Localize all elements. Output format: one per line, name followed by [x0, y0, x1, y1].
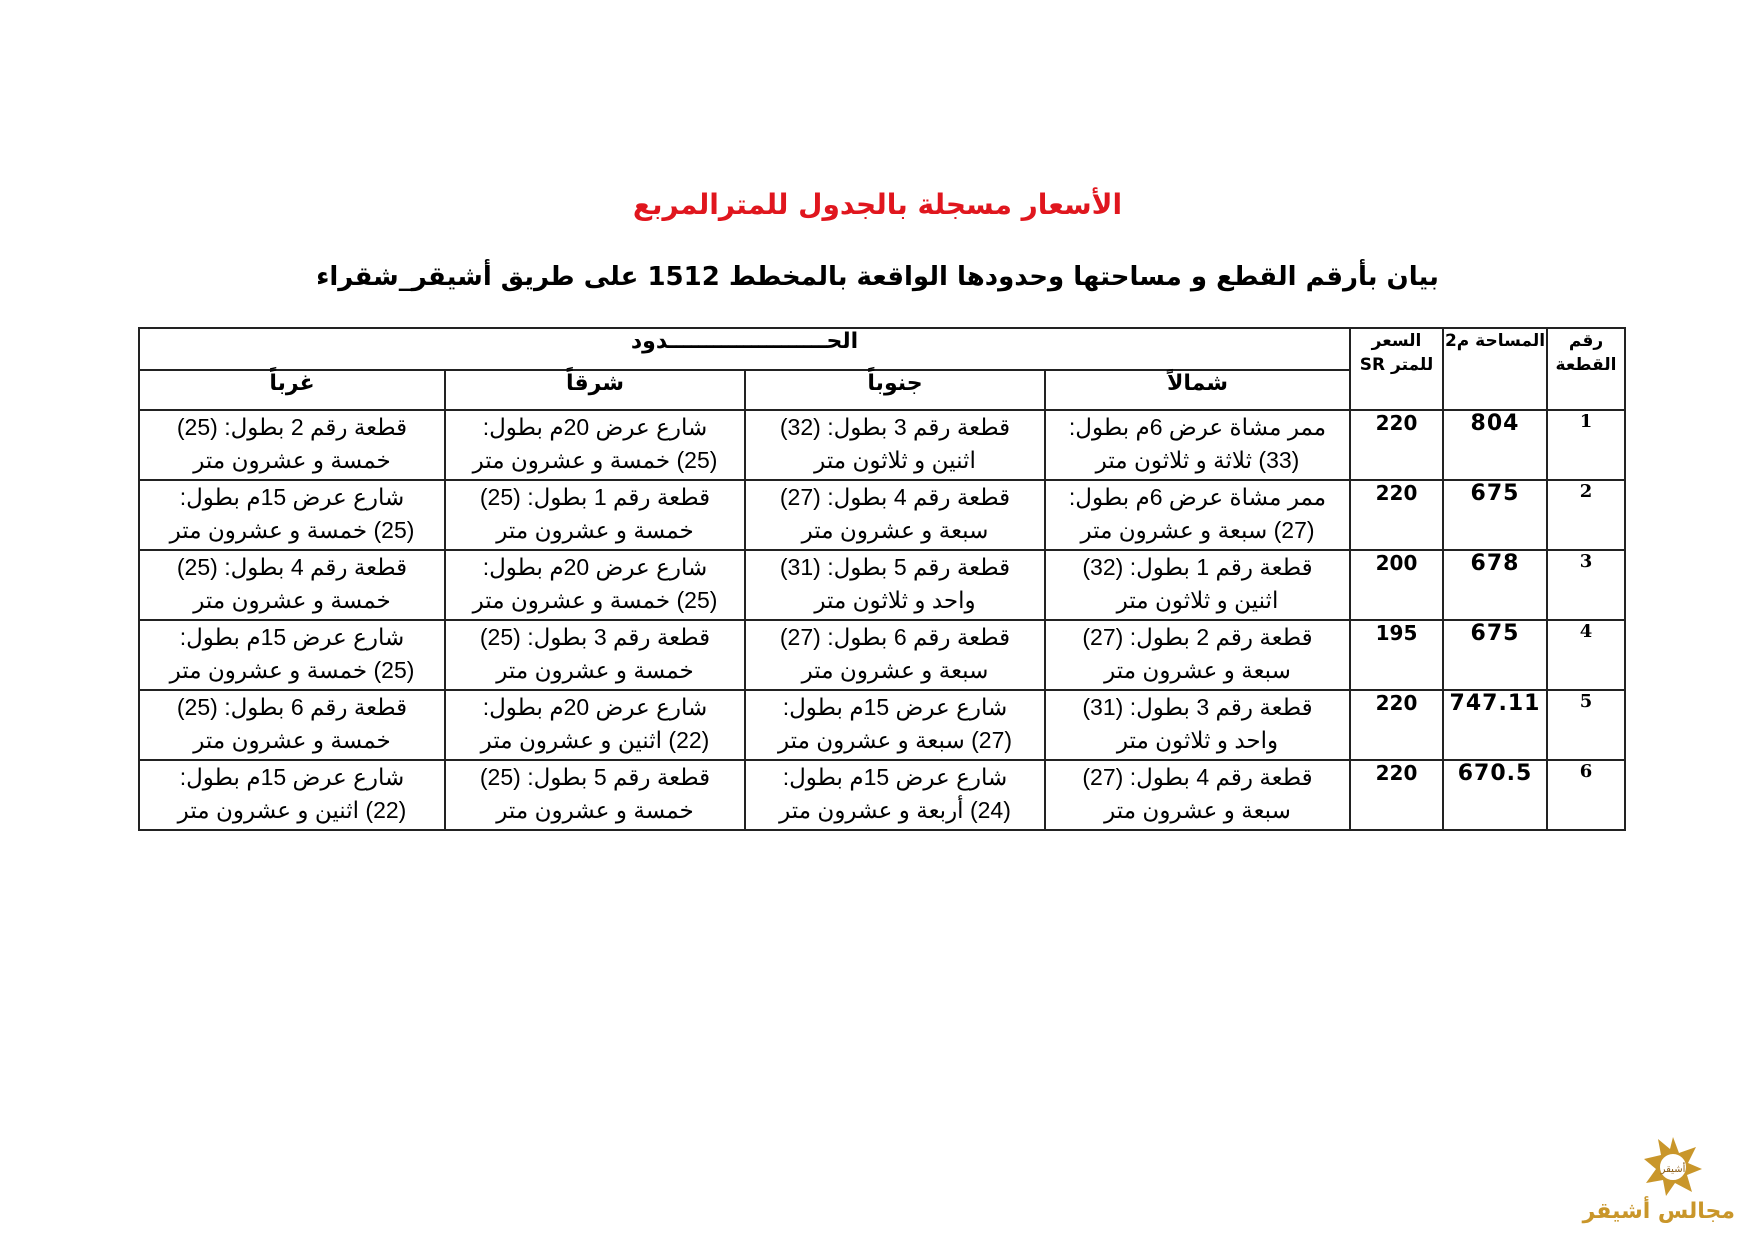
- boundary-east-line: خمسة و عشرون متر: [496, 657, 694, 683]
- plot-number-cell: 2: [1547, 480, 1625, 550]
- boundary-north-cell: [1045, 760, 1350, 830]
- boundary-north-cell: [1045, 410, 1350, 480]
- boundary-south-line: قطعة رقم 4 بطول: (27): [779, 484, 1011, 510]
- table-row: [139, 690, 1625, 760]
- header-north: شمالاً: [1045, 370, 1350, 410]
- area-cell: 804: [1443, 410, 1547, 480]
- boundary-west-line: شارع عرض 15م بطول:: [179, 484, 405, 510]
- boundary-west-line: شارع عرض 15م بطول:: [179, 624, 405, 650]
- boundary-south-line: سبعة و عشرون متر: [801, 657, 989, 683]
- plot-number-cell: 5: [1547, 690, 1625, 760]
- boundary-south-line: قطعة رقم 5 بطول: (31): [779, 554, 1011, 580]
- area-cell: 678: [1443, 550, 1547, 620]
- boundary-west-cell: [139, 550, 445, 620]
- boundary-south-line: (27) سبعة و عشرون متر: [777, 727, 1013, 753]
- boundary-west-line: قطعة رقم 4 بطول: (25): [176, 554, 408, 580]
- boundary-south-cell: [745, 480, 1045, 550]
- logo-text: مجالس أشيقر: [1582, 1199, 1735, 1224]
- boundary-north-line: قطعة رقم 2 بطول: (27): [1082, 624, 1313, 650]
- boundary-south-line: اثنين و ثلاثون متر: [814, 447, 976, 473]
- boundary-south-line: شارع عرض 15م بطول:: [782, 694, 1008, 720]
- boundary-south-line: قطعة رقم 3 بطول: (32): [779, 414, 1011, 440]
- boundary-south-line: سبعة و عشرون متر: [801, 517, 989, 543]
- header-price: السعر للمتر SR: [1350, 328, 1443, 410]
- boundary-west-line: (25) خمسة و عشرون متر: [169, 517, 415, 543]
- table-row: [139, 550, 1625, 620]
- boundary-north-line: قطعة رقم 1 بطول: (32): [1082, 554, 1313, 580]
- boundary-west-cell: [139, 620, 445, 690]
- header-row: [139, 328, 1625, 370]
- boundary-east-line: (25) خمسة و عشرون متر: [472, 447, 718, 473]
- boundary-east-cell: [445, 410, 745, 480]
- boundary-west-line: (22) اثنين و عشرون متر: [177, 797, 407, 823]
- price-cell: 220: [1350, 480, 1443, 550]
- boundary-north-line: ممر مشاة عرض 6م بطول:: [1068, 484, 1327, 510]
- area-cell: 747.11: [1443, 690, 1547, 760]
- boundary-west-line: خمسة و عشرون متر: [193, 587, 391, 613]
- boundary-north-line: قطعة رقم 4 بطول: (27): [1082, 764, 1313, 790]
- boundary-east-line: (25) خمسة و عشرون متر: [472, 587, 718, 613]
- plots-table: [138, 327, 1626, 831]
- boundary-north-line: واحد و ثلاثون متر: [1116, 727, 1279, 753]
- boundary-east-line: شارع عرض 20م بطول:: [482, 694, 708, 720]
- price-cell: 220: [1350, 690, 1443, 760]
- boundary-north-line: ممر مشاة عرض 6م بطول:: [1068, 414, 1327, 440]
- header-west: غرباً: [139, 370, 445, 410]
- boundary-east-line: قطعة رقم 5 بطول: (25): [479, 764, 711, 790]
- area-cell: 670.5: [1443, 760, 1547, 830]
- boundary-north-line: (33) ثلاثة و ثلاثون متر: [1095, 447, 1300, 473]
- area-cell: 675: [1443, 480, 1547, 550]
- table-row: [139, 620, 1625, 690]
- header-south: جنوباً: [745, 370, 1045, 410]
- boundary-south-cell: [745, 410, 1045, 480]
- price-cell: 220: [1350, 760, 1443, 830]
- boundary-north-line: اثنين و ثلاثون متر: [1116, 587, 1279, 613]
- boundary-east-cell: [445, 690, 745, 760]
- boundary-west-cell: [139, 480, 445, 550]
- header-east: شرقاً: [445, 370, 745, 410]
- table-row: [139, 760, 1625, 830]
- boundary-north-line: سبعة و عشرون متر: [1104, 657, 1291, 683]
- boundary-north-cell: [1045, 550, 1350, 620]
- document-title: الأسعار مسجلة بالجدول للمترالمربع: [632, 188, 1123, 221]
- boundary-south-line: (24) أربعة و عشرون متر: [779, 797, 1011, 823]
- boundary-east-cell: [445, 550, 745, 620]
- boundary-east-line: خمسة و عشرون متر: [496, 517, 694, 543]
- boundary-west-line: شارع عرض 15م بطول:: [179, 764, 405, 790]
- boundary-north-cell: [1045, 690, 1350, 760]
- document-subtitle: بيان بأرقم القطع و مساحتها وحدودها الواقعة بالمخطط 1512 على طريق أشيقر_شقراء: [316, 262, 1439, 292]
- boundary-north-line: سبعة و عشرون متر: [1104, 797, 1291, 823]
- logo-emblem-text: أشيقر: [1660, 1164, 1685, 1175]
- boundary-south-cell: [745, 690, 1045, 760]
- boundary-east-cell: [445, 620, 745, 690]
- plot-number-cell: 3: [1547, 550, 1625, 620]
- boundary-east-line: قطعة رقم 1 بطول: (25): [479, 484, 711, 510]
- boundary-west-cell: [139, 760, 445, 830]
- boundary-west-line: (25) خمسة و عشرون متر: [169, 657, 415, 683]
- boundary-south-line: شارع عرض 15م بطول:: [782, 764, 1008, 790]
- majalis-ushaiqer-logo: [1582, 1135, 1735, 1230]
- boundary-east-line: شارع عرض 20م بطول:: [482, 414, 708, 440]
- boundary-east-line: خمسة و عشرون متر: [496, 797, 694, 823]
- plot-number-cell: 4: [1547, 620, 1625, 690]
- boundary-east-cell: [445, 760, 745, 830]
- boundary-south-line: واحد و ثلاثون متر: [814, 587, 976, 613]
- boundary-south-cell: [745, 620, 1045, 690]
- boundary-west-line: قطعة رقم 2 بطول: (25): [176, 414, 408, 440]
- boundary-east-line: شارع عرض 20م بطول:: [482, 554, 708, 580]
- header-plot-no: رقم القطعة: [1547, 328, 1625, 410]
- price-cell: 195: [1350, 620, 1443, 690]
- star-emblem-icon: [1642, 1135, 1704, 1197]
- boundary-south-cell: [745, 550, 1045, 620]
- price-cell: 200: [1350, 550, 1443, 620]
- boundary-east-line: قطعة رقم 3 بطول: (25): [479, 624, 711, 650]
- boundary-west-line: خمسة و عشرون متر: [193, 447, 391, 473]
- boundary-north-line: (27) سبعة و عشرون متر: [1080, 517, 1315, 543]
- boundary-west-line: قطعة رقم 6 بطول: (25): [176, 694, 408, 720]
- boundary-south-line: قطعة رقم 6 بطول: (27): [779, 624, 1011, 650]
- boundary-north-line: قطعة رقم 3 بطول: (31): [1082, 694, 1313, 720]
- boundary-east-cell: [445, 480, 745, 550]
- plot-number-cell: 6: [1547, 760, 1625, 830]
- plot-number-cell: 1: [1547, 410, 1625, 480]
- header-area: المساحة م2: [1443, 328, 1547, 410]
- table-row: [139, 480, 1625, 550]
- boundary-north-cell: [1045, 620, 1350, 690]
- price-cell: 220: [1350, 410, 1443, 480]
- boundary-west-line: خمسة و عشرون متر: [193, 727, 391, 753]
- area-cell: 675: [1443, 620, 1547, 690]
- boundary-east-line: (22) اثنين و عشرون متر: [480, 727, 710, 753]
- table-row: [139, 410, 1625, 480]
- boundary-north-cell: [1045, 480, 1350, 550]
- header-boundaries: الحـــــــــــــــــــــدود: [139, 328, 1350, 370]
- boundary-south-cell: [745, 760, 1045, 830]
- boundary-west-cell: [139, 410, 445, 480]
- boundary-west-cell: [139, 690, 445, 760]
